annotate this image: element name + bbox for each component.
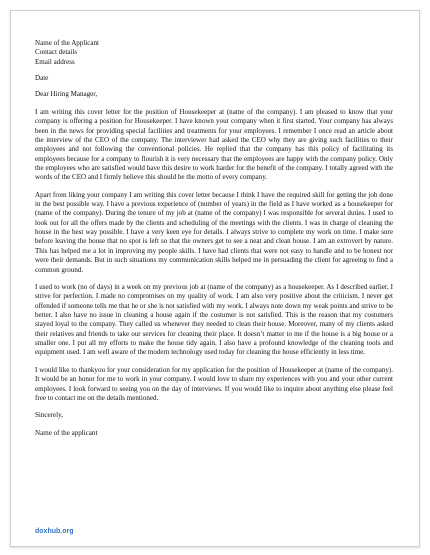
paragraph-1: I am writing this cover letter for the position of Housekeeper at (name of the company). I am pleased to know that your company is offering a position for Housekeeper. I have known your company when it first started. Your company has always been in the news for providing special facilities and treatments for your employees. I remember I once read an article about the interview of the CEO of the company. The interviewer had asked the CEO why they are giving such facilities to their employees and not following the conventional policies. He replied that the company has this policy of facilitating its employees because for a company to flourish it is very necessary that the employees are happy with the company policy. Only the employees who are satisfied would have this desire to work harder for the benefit of the company. I totally agreed with the words of the CEO and I firmly believe this should be the motto of every company. <box>35 107 393 182</box>
letter-page <box>10 10 420 547</box>
closing: Sincerely, <box>35 411 63 420</box>
contact-details: Contact details <box>35 48 78 57</box>
doxhub-logo[interactable]: doxhub.org <box>35 528 74 535</box>
letter-date: Date <box>35 74 49 83</box>
sender-name: Name of the Applicant <box>35 39 99 47</box>
paragraph-4: I would like to thankyou for your consideration for my application for the position of Housekeeper at (name of the company). It would be an honor for me to work in your company. I would love to share my experiences with you and your other current employees. I look forward to seeing you on the day of interviews. If you would like to inquire about anything else please feel free to contact me on the details mentioned. <box>35 365 393 402</box>
salutation: Dear Hiring Manager, <box>35 90 98 99</box>
email-address: Email address <box>35 57 75 66</box>
letter-body <box>35 39 393 438</box>
signature-name: Name of the applicant <box>35 428 98 437</box>
paragraph-3: I used to work (no of days) in a week on my previous job at (name of the company) as a housekeeper. As I described earlier, I strive for perfection. I made no compromises on my quality of work. I am also very positive about the criticism. I never get offended if someone tells me that he or she is not satisfied with my work. I always note down my weak points and strive to be better. I also have no issue in cleaning a house again if the costumer is not satisfied. This is the reason that my costumers stayed loyal to the company. They called us whenever they needed to clean their house. Moreover, many of my clients asked their relatives and friends to take our services for cleaning their place. It doesn’t matter to me if the house is a big house or a smaller one. I put all my efforts to make the house tidy again. I also have a profound knowledge of the cleaning tools and equipment used. I am well aware of the modern technology used today for cleaning the house efficiently in less time. <box>35 282 393 357</box>
paragraph-2: Apart from liking your company I am writing this cover letter because I think I have the required skill for getting the job done in the best possible way. I have a previous experience of (number of years) in the field as I have worked as a housekeeper for (name of the company). During the tenure of my job at (name of the company) I was responsible for several duties. I used to look out for all the offers made by the clients and scheduling of the meetings with the clients. I was in charge of cleaning the house in the best way possible. I have a very keen eye for details. I always strive to complete my work on time. I make sure before leaving the house that no spot is left so that the owners get to see a neat and clean house. I am an extrovert by nature. This has helped me a lot in improving my people skills. I have had clients that were not easy to handle and to be honest nor were their demands. But in such situations my communication skills helped me in persuading the client for agreeing to find a common ground. <box>35 190 393 274</box>
